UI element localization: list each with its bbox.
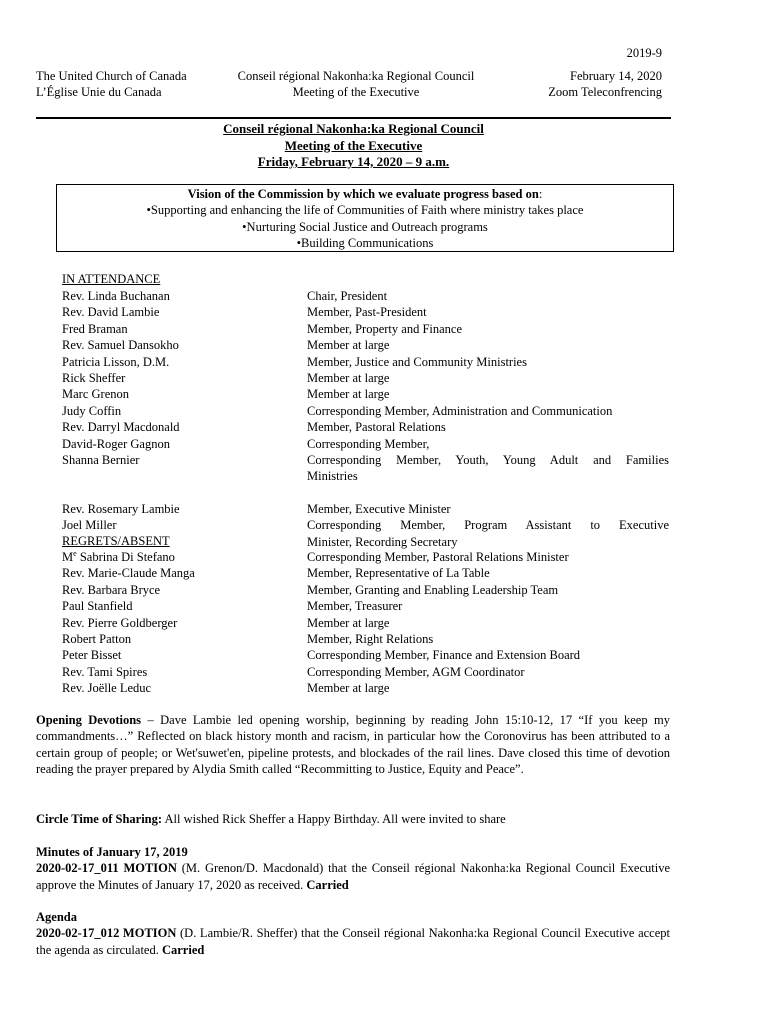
regret-name <box>62 549 302 565</box>
regret-role: Member at large <box>307 615 390 630</box>
attendee-role: Member, Executive Minister <box>307 502 451 517</box>
attendee-role: Member, Past-President <box>307 305 427 320</box>
minutes-heading <box>36 844 670 860</box>
attendee-role: Corresponding Member, Program Assistant to Executive <box>307 518 669 533</box>
regret-name: Rev. Joëlle Leduc <box>62 681 152 696</box>
regrets-roles <box>307 549 669 697</box>
attendee-role-continued: Ministries <box>307 469 358 484</box>
attendee-role: Member at large <box>307 370 390 385</box>
header-meeting-type: Meeting of the Executive <box>292 85 420 99</box>
attendee-name: Patricia Lisson, D.M. <box>62 354 170 369</box>
devotions-label: Opening Devotions <box>36 713 142 727</box>
regret-name-text: Sabrina Di Stefano <box>76 550 175 564</box>
agenda-heading <box>36 909 670 925</box>
agenda-motion-result: Carried <box>161 942 205 957</box>
attendee-name: Rev. Darryl Macdonald <box>62 420 180 435</box>
agenda-motion <box>36 925 670 958</box>
title-council: Conseil régional Nakonha:ka Regional Council <box>223 121 484 136</box>
regret-role: Member at large <box>307 681 390 696</box>
attendee-name: Judy Coffin <box>62 403 122 418</box>
vision-item: •Nurturing Social Justice and Outreach programs <box>242 219 488 234</box>
header-date: February 14, 2020 <box>570 69 662 83</box>
attendee-role: Chair, President <box>307 289 388 303</box>
attendee-name: Rev. Samuel Dansokho <box>62 338 179 353</box>
regret-role: Corresponding Member, AGM Coordinator <box>307 664 525 679</box>
vision-title: Vision of the Commission by which we evaluate progress based on <box>187 187 539 201</box>
regrets-heading: REGRETS/ABSENT <box>62 534 170 548</box>
devotions-paragraph <box>36 712 670 778</box>
attendee-name: David-Roger Gagnon <box>62 436 170 451</box>
attendee-name: Rick Sheffer <box>62 370 126 385</box>
regret-name: Rev. Marie-Claude Manga <box>62 566 195 581</box>
regret-role: Member, Granting and Enabling Leadership Team <box>307 582 559 597</box>
regret-name: Robert Patton <box>62 631 132 646</box>
header-organization <box>36 68 187 100</box>
regret-role: Member, Treasurer <box>307 599 403 614</box>
attendance-names <box>62 288 302 550</box>
attendance-roles <box>307 288 669 550</box>
page-title <box>36 121 671 171</box>
title-date: Friday, February 14, 2020 – 9 a.m. <box>257 154 450 169</box>
attendance-heading: IN ATTENDANCE <box>62 272 161 286</box>
regret-name: Rev. Tami Spires <box>62 664 148 679</box>
header-date-location <box>548 68 662 100</box>
vision-colon: : <box>538 187 543 201</box>
sharing-label: Circle Time of Sharing: <box>36 812 163 826</box>
regret-title-prefix: M <box>62 550 74 564</box>
attendee-role: Member at large <box>307 338 390 353</box>
attendee-name: Shanna Bernier <box>62 452 140 467</box>
header-org-english: The United Church of Canada <box>36 69 187 83</box>
sharing-text: All wished Rick Sheffer a Happy Birthday. All were invited to share <box>162 812 506 826</box>
attendee-role: Member at large <box>307 387 390 402</box>
minutes-section <box>36 844 670 893</box>
attendee-role: Corresponding Member, <box>307 436 430 451</box>
regret-role: Corresponding Member, Finance and Extension Board <box>307 648 581 663</box>
header-location: Zoom Teleconfrencing <box>548 85 662 99</box>
minutes-motion-result: Carried <box>306 877 349 892</box>
vision-item: •Supporting and enhancing the life of Communities of Faith where ministry takes place <box>146 203 584 218</box>
attendee-role: Corresponding Member, Administration and Communication <box>307 403 613 418</box>
regret-name: Rev. Pierre Goldberger <box>62 615 178 630</box>
attendee-role: Corresponding Member, Youth, Young Adult and Families <box>307 452 669 467</box>
devotions-text: – Dave Lambie led opening worship, beginning by reading John 15:10-12, 17 “If you keep my commandments…” Reflected on black history month and racism, in particular how the Coronovirus has been attributed to a certain group of people; or Wet'suwet'en, pipeline protests, and blockades of the rail lines. Dave closed this time of devotion reading the prayer prepared by Alydia Smith called “Recommitting to Justice, Equity and Peace”. <box>36 713 670 777</box>
title-meeting: Meeting of the Executive <box>284 137 423 153</box>
minutes-heading-text: Minutes of January 17, 2019 <box>36 845 188 859</box>
agenda-section <box>36 909 670 958</box>
attendee-name: Joel Miller <box>62 518 117 533</box>
minutes-motion <box>36 860 670 893</box>
header-council <box>222 68 490 100</box>
attendee-name: Fred Braman <box>62 321 128 336</box>
agenda-heading-text: Agenda <box>36 910 77 924</box>
regret-role: Member, Right Relations <box>307 631 434 646</box>
attendee-role: Member, Justice and Community Ministries <box>307 354 527 369</box>
attendee-name: Rev. David Lambie <box>62 305 160 320</box>
regret-role: Member, Representative of La Table <box>307 566 490 581</box>
attendee-name: Marc Grenon <box>62 387 129 402</box>
header-council-name: Conseil régional Nakonha:ka Regional Council <box>237 69 475 83</box>
regrets-names <box>62 549 302 697</box>
vision-item: •Building Communications <box>296 235 434 250</box>
attendee-role-continued: Minister, Recording Secretary <box>307 534 458 549</box>
attendee-name: Rev. Linda Buchanan <box>62 289 170 303</box>
regret-role: Corresponding Member, Pastoral Relations Minister <box>307 550 569 564</box>
regret-name: Paul Stanfield <box>62 599 133 614</box>
agenda-motion-id: 2020-02-17_012 MOTION <box>36 926 177 941</box>
sharing-paragraph <box>36 811 670 827</box>
minutes-motion-text: (M. Grenon/D. Macdonald) that the Conseil régional Nakonha:ka Regional Council Executive approve the Minutes of January 17, 2020 as received. <box>36 861 671 892</box>
regret-title-superscript: e <box>73 548 77 558</box>
attendee-role: Member, Pastoral Relations <box>307 420 446 435</box>
vision-title-line <box>57 186 673 202</box>
document-number: 2019-9 <box>626 46 662 60</box>
agenda-motion-text: (D. Lambie/R. Sheffer) that the Conseil régional Nakonha:ka Regional Council Executive accept the agenda as circulated. <box>36 926 670 957</box>
header-divider <box>36 117 671 119</box>
minutes-motion-id: 2020-02-17_011 MOTION <box>36 861 177 876</box>
attendee-role: Member, Property and Finance <box>307 321 463 336</box>
regret-name: Peter Bisset <box>62 648 122 663</box>
vision-box <box>56 184 674 252</box>
attendee-name: Rev. Rosemary Lambie <box>62 502 180 517</box>
regret-name: Rev. Barbara Bryce <box>62 582 161 597</box>
header-org-french: L’Église Unie du Canada <box>36 85 162 99</box>
